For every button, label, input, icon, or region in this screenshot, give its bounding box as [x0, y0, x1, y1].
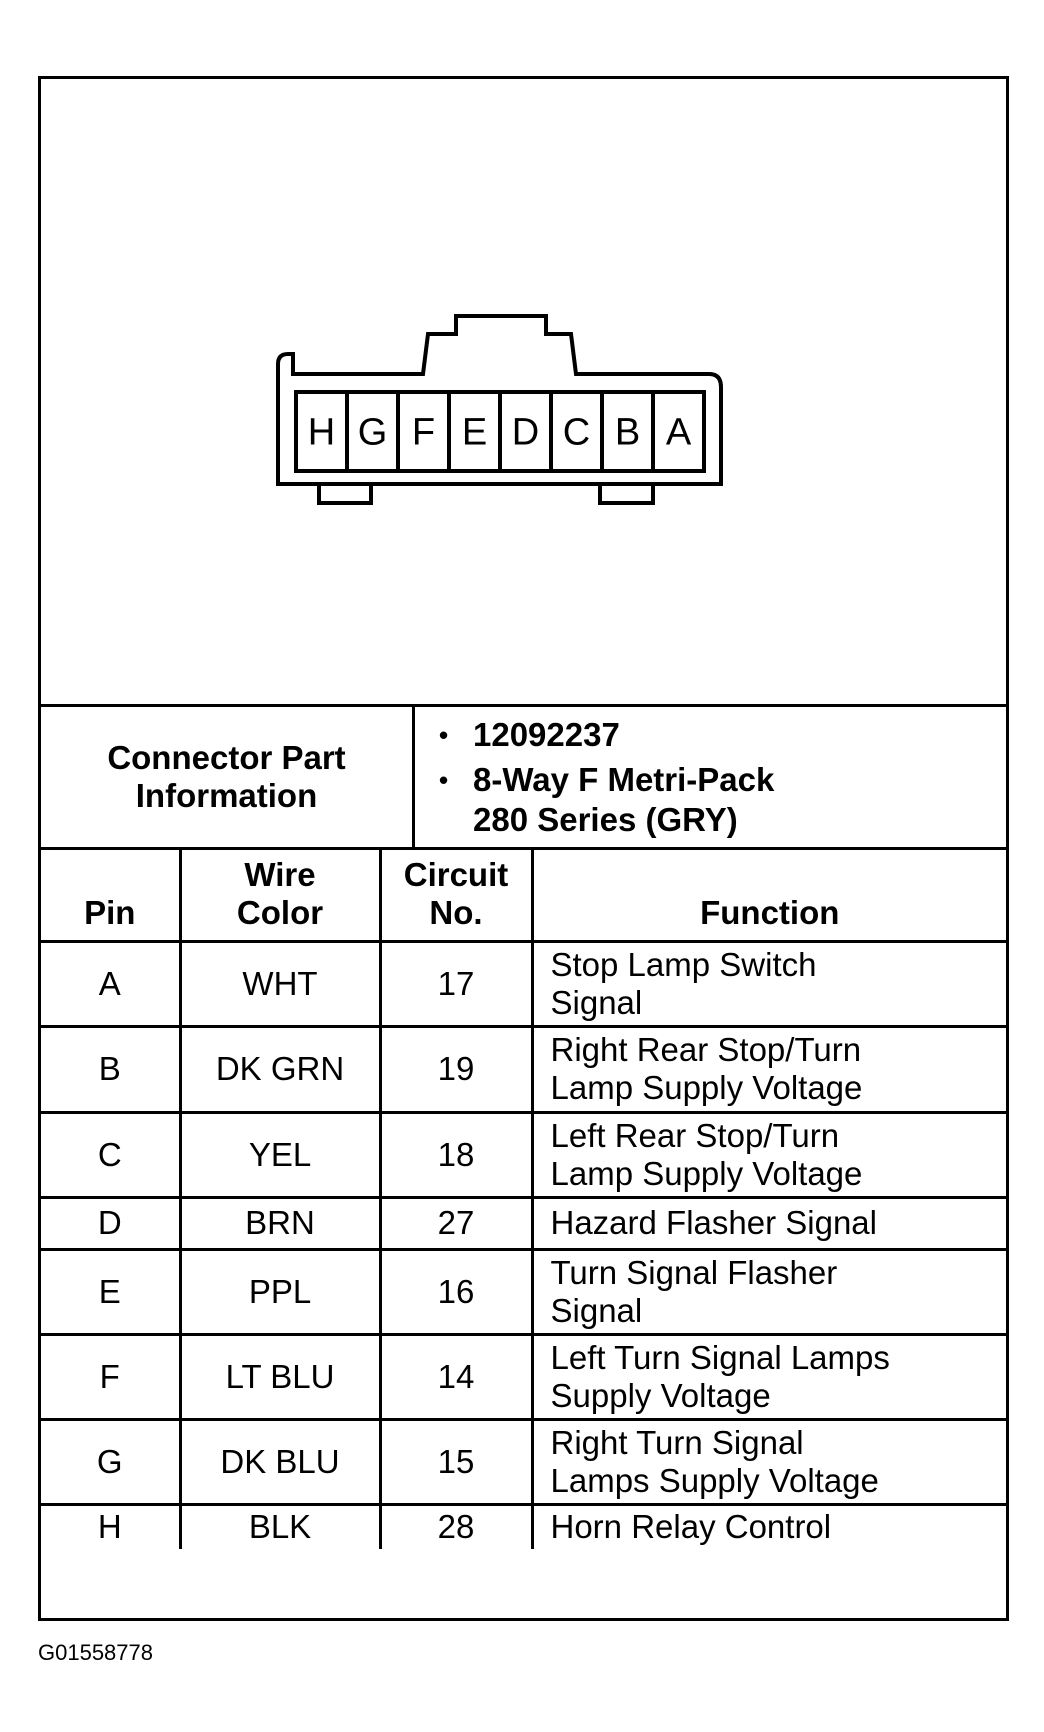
wire-color-column-header: Wire Color — [180, 850, 380, 941]
part-description-item — [439, 760, 1006, 800]
function-cell — [532, 1026, 1006, 1112]
table-row — [41, 1419, 1006, 1504]
function-cell — [532, 941, 1006, 1026]
circuit-cell: 16 — [380, 1249, 532, 1334]
function-cell — [532, 1504, 1006, 1549]
function-cell — [532, 1197, 1006, 1249]
pin-cell: A — [41, 941, 180, 1026]
circuit-cell: 27 — [380, 1197, 532, 1249]
function-line2: Supply Voltage — [550, 1376, 771, 1414]
pin-label-f: F — [411, 411, 436, 454]
circuit-cell: 28 — [380, 1504, 532, 1549]
pin-cell: E — [41, 1249, 180, 1334]
function-line2: Lamps Supply Voltage — [550, 1461, 879, 1499]
part-number-item — [439, 715, 1006, 755]
part-info-list — [415, 707, 1006, 847]
bullet-icon: • — [439, 765, 449, 795]
connector-face-drawing — [41, 79, 1006, 704]
circuit-cell: 15 — [380, 1419, 532, 1504]
function-line1: Stop Lamp Switch — [550, 945, 817, 983]
part-number: 12092237 — [473, 716, 620, 753]
pin-label-d: D — [511, 411, 540, 454]
function-column-header: Function — [532, 850, 1006, 941]
pin-label-c: C — [562, 411, 591, 454]
pin-cell: G — [41, 1419, 180, 1504]
pin-label-e: E — [461, 411, 488, 454]
wire-color-cell: PPL — [180, 1249, 380, 1334]
function-line2: Lamp Supply Voltage — [550, 1154, 863, 1192]
part-description-line1: 8-Way F Metri-Pack — [473, 761, 775, 798]
pin-label-h: H — [307, 411, 336, 454]
function-line2: Signal — [550, 1291, 643, 1329]
part-info-label — [41, 707, 415, 847]
table-row — [41, 1504, 1006, 1549]
table-header-row — [41, 850, 1006, 941]
wire-color-cell: LT BLU — [180, 1334, 380, 1419]
table-row — [41, 1026, 1006, 1112]
circuit-column-header: Circuit No. — [380, 850, 532, 941]
wire-color-cell: DK BLU — [180, 1419, 380, 1504]
wire-color-cell: BRN — [180, 1197, 380, 1249]
pin-label-b: B — [614, 411, 641, 454]
figure-id: G01558778 — [38, 1640, 153, 1665]
wire-color-cell: DK GRN — [180, 1026, 380, 1112]
function-line1: Right Rear Stop/Turn — [550, 1031, 862, 1068]
table-row — [41, 1112, 1006, 1197]
wire-color-cell: YEL — [180, 1112, 380, 1197]
function-line1: Horn Relay Control — [550, 1508, 832, 1546]
pin-cell: D — [41, 1197, 180, 1249]
table-row — [41, 1334, 1006, 1419]
function-line1: Turn Signal Flasher — [550, 1253, 838, 1291]
function-line2: Lamp Supply Voltage — [550, 1069, 863, 1106]
pin-label-a: A — [665, 411, 692, 454]
function-cell — [532, 1334, 1006, 1419]
latch-tab-left — [319, 484, 371, 503]
table-row — [41, 941, 1006, 1026]
circuit-cell: 17 — [380, 941, 532, 1026]
pin-cell: H — [41, 1504, 180, 1549]
pinout-table — [41, 850, 1006, 1549]
circuit-cell: 19 — [380, 1026, 532, 1112]
pin-cell: C — [41, 1112, 180, 1197]
function-line1: Hazard Flasher Signal — [550, 1204, 877, 1241]
pin-cell: B — [41, 1026, 180, 1112]
part-info-label-line2: Information — [135, 777, 318, 814]
function-cell — [532, 1249, 1006, 1334]
function-cell — [532, 1419, 1006, 1504]
circuit-cell: 18 — [380, 1112, 532, 1197]
pin-label-g: G — [357, 411, 388, 454]
table-row — [41, 1197, 1006, 1249]
pin-column-header: Pin — [41, 850, 180, 941]
latch-tab-right — [600, 484, 653, 503]
bullet-icon: • — [439, 720, 449, 750]
function-line2: Signal — [550, 983, 643, 1021]
connector-part-information — [41, 704, 1006, 850]
function-line1: Left Turn Signal Lamps — [550, 1338, 890, 1376]
wire-color-cell: WHT — [180, 941, 380, 1026]
wire-color-cell: BLK — [180, 1504, 380, 1549]
function-cell — [532, 1112, 1006, 1197]
function-line1: Left Rear Stop/Turn — [550, 1116, 840, 1154]
part-description-line2: 280 Series (GRY) — [473, 801, 738, 838]
function-line1: Right Turn Signal — [550, 1423, 804, 1461]
table-row — [41, 1249, 1006, 1334]
pin-cell: F — [41, 1334, 180, 1419]
part-info-label-line1: Connector Part — [107, 739, 346, 776]
circuit-cell: 14 — [380, 1334, 532, 1419]
diagram-frame — [38, 76, 1009, 1621]
